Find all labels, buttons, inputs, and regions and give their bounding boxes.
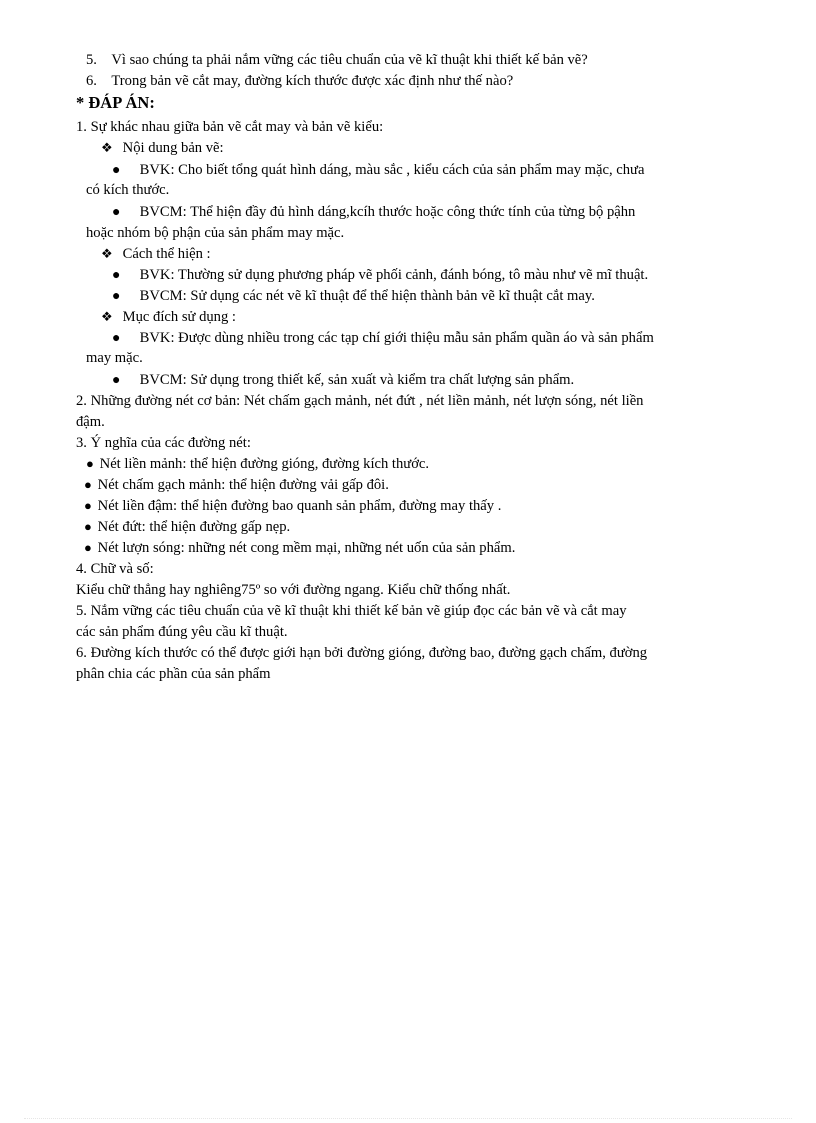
bullet-item xyxy=(112,286,595,307)
diamond-bullet-icon: ❖ xyxy=(101,309,113,324)
page-bottom-border xyxy=(24,1118,792,1119)
bullet-icon: ● xyxy=(112,205,121,220)
list-item xyxy=(84,475,389,495)
group-purpose xyxy=(101,307,236,327)
answer-4-text: Kiểu chữ thẳng hay nghiêng75º so với đường ngang. Kiểu chữ thống nhất. xyxy=(76,582,511,598)
question-6 xyxy=(86,71,513,91)
bullet-icon: ● xyxy=(86,456,94,471)
bullet-icon: ● xyxy=(112,373,121,388)
answer-3-title: 3. Ý nghĩa của các đường nét: xyxy=(76,435,251,451)
answer-6: 6. Đường kích thước có thể được giới hạn bởi đường gióng, đường bao, đường gạch chấm, đường xyxy=(76,645,648,661)
bullet-text: BVCM: Thể hiện đầy đủ hình dáng,kcíh thước hoặc công thức tính của từng bộ pậhn xyxy=(139,204,636,220)
bullet-icon: ● xyxy=(84,519,92,534)
bullet-text: BVK: Cho biết tổng quát hình dáng, màu sắc , kiểu cách của sản phẩm may mặc, chưa xyxy=(139,162,645,178)
answer-1-title: 1. Sự khác nhau giữa bản vẽ cắt may và bản vẽ kiểu: xyxy=(76,119,384,135)
bullet-icon: ● xyxy=(112,331,121,346)
answer-4-title: 4. Chữ và số: xyxy=(76,561,154,577)
bullet-text: BVK: Được dùng nhiều trong các tạp chí giới thiệu mẫu sản phẩm quần áo và sản phẩm xyxy=(139,330,654,346)
bullet-icon: ● xyxy=(112,268,121,283)
question-5 xyxy=(86,50,588,70)
diamond-bullet-icon: ❖ xyxy=(101,140,113,155)
question-number: 5. xyxy=(86,52,97,68)
list-item-text: Nét lượn sóng: những nét cong mềm mại, những nét uốn của sản phẩm. xyxy=(97,540,516,556)
list-item-text: Nét liền đậm: thể hiện đường bao quanh sản phẩm, đường may thấy . xyxy=(97,498,502,514)
question-number: 6. xyxy=(86,73,97,89)
list-item xyxy=(86,454,429,474)
question-text: Vì sao chúng ta phải nắm vững các tiêu chuẩn của vẽ kĩ thuật khi thiết kế bản vẽ? xyxy=(111,52,588,68)
bullet-icon: ● xyxy=(84,477,92,492)
list-item xyxy=(84,496,501,516)
bullet-continuation: hoặc nhóm bộ phận của sản phẩm may mặc. xyxy=(86,225,345,241)
list-item-text: Nét liền mảnh: thể hiện đường gióng, đường kích thước. xyxy=(99,456,430,472)
bullet-text: BVCM: Sử dụng trong thiết kế, sản xuất và kiểm tra chất lượng sản phẩm. xyxy=(139,372,575,388)
bullet-item xyxy=(112,265,648,286)
bullet-text: BVCM: Sử dụng các nét vẽ kĩ thuật để thể hiện thành bản vẽ kĩ thuật cắt may. xyxy=(139,288,595,304)
group-method xyxy=(101,244,211,264)
group-label: Nội dung bản vẽ: xyxy=(122,140,224,156)
answer-heading: * ĐÁP ÁN: xyxy=(76,93,155,112)
bullet-icon: ● xyxy=(112,163,121,178)
group-label: Cách thể hiện : xyxy=(122,246,211,262)
list-item-text: Nét đứt: thể hiện đường gấp nẹp. xyxy=(97,519,291,535)
diamond-bullet-icon: ❖ xyxy=(101,246,113,261)
group-content xyxy=(101,138,224,158)
list-item xyxy=(84,538,515,558)
bullet-continuation: may mặc. xyxy=(86,350,143,366)
list-item-text: Nét chấm gạch mảnh: thể hiện đường vải gấp đôi. xyxy=(97,477,389,493)
bullet-icon: ● xyxy=(112,289,121,304)
answer-2-continuation: đậm. xyxy=(76,414,105,430)
bullet-icon: ● xyxy=(84,540,92,555)
answer-2: 2. Những đường nét cơ bản: Nét chấm gạch mảnh, nét đứt , nét liền mảnh, nét lượn sóng, nét liền xyxy=(76,393,644,409)
bullet-item xyxy=(112,160,644,181)
bullet-continuation: có kích thước. xyxy=(86,182,170,198)
answer-5: 5. Nắm vững các tiêu chuẩn của vẽ kĩ thuật khi thiết kế bản vẽ giúp đọc các bản vẽ và cắt may xyxy=(76,603,627,619)
question-text: Trong bản vẽ cắt may, đường kích thước được xác định như thế nào? xyxy=(111,73,514,89)
bullet-item xyxy=(112,370,574,391)
answer-5-continuation: các sản phẩm đúng yêu cầu kĩ thuật. xyxy=(76,624,288,640)
answer-6-continuation: phân chia các phần của sản phẩm xyxy=(76,666,271,682)
group-label: Mục đích sử dụng : xyxy=(122,309,236,325)
bullet-icon: ● xyxy=(84,498,92,513)
bullet-item xyxy=(112,202,635,223)
bullet-item xyxy=(112,328,654,349)
list-item xyxy=(84,517,290,537)
bullet-text: BVK: Thường sử dụng phương pháp vẽ phối cảnh, đánh bóng, tô màu như vẽ mĩ thuật. xyxy=(139,267,649,283)
